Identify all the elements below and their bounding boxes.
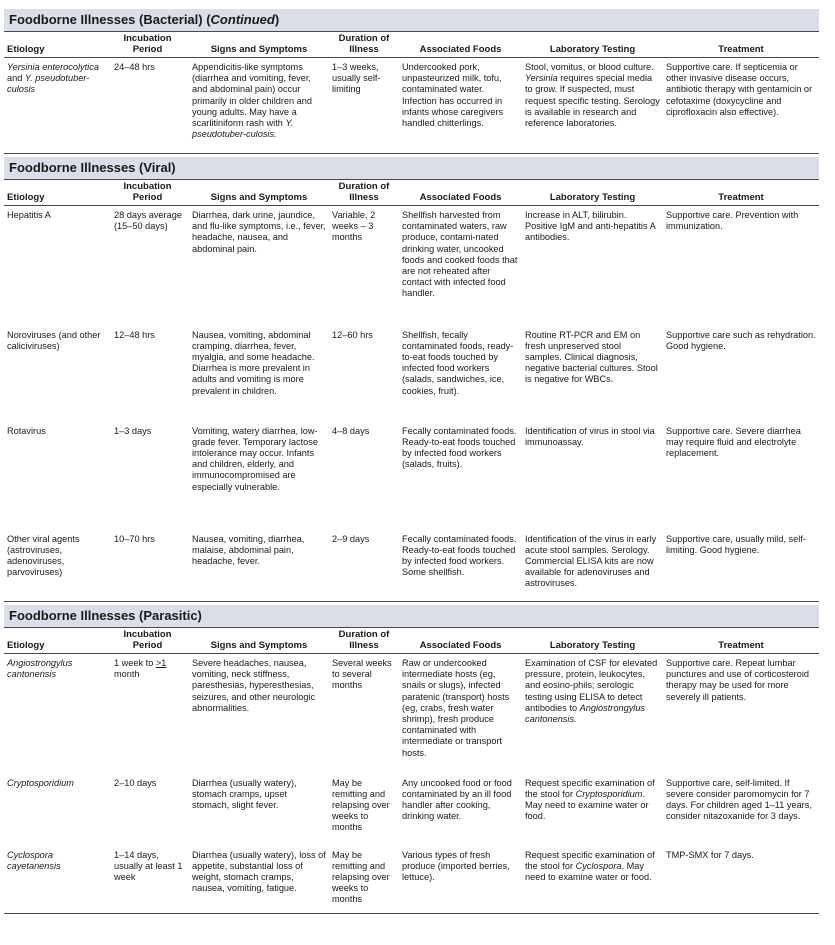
incubation-underlined: >1 [155,658,167,668]
table-row-yersinia [4,58,819,154]
incubation-cell: 2–10 days [114,777,157,788]
duration-cell: 12–60 hrs [332,329,373,340]
etiology-cell: Rotavirus [7,425,46,436]
etiology-and: and [7,73,25,84]
col-foods: Associated Foods [399,32,522,58]
duration-cell: 1–3 weeks, usually self-limiting [329,58,399,154]
foods-cell: Shellfish, fecally contaminated foods, ready-to-eat foods touched by infected food workers (salads, sandwiches, ice, cookies, fruit). [402,329,514,396]
incubation-cell [106,654,189,774]
lab-cell: Routine RT-PCR and EM on fresh unpreserved stool samples. Clinical diagnosis, negative bacterial cultures. Stool is negative for WBCs. [525,329,658,385]
col-treatment: Treatment [663,180,819,206]
duration-cell: 4–8 days [332,425,370,436]
col-signs: Signs and Symptoms [189,180,329,206]
col-signs: Signs and Symptoms [189,32,329,58]
foods-cell: Various types of fresh produce (imported berries, lettuce). [399,846,522,914]
lab-cell [522,58,663,154]
lab-cell: Increase in ALT, bilirubin. Positive IgM and anti-hepatitis A antibodies. [525,210,656,243]
etiology-cell: Cyclospora cayetanensis [4,846,106,914]
duration-cell: May be remitting and relapsing over weeks to months [329,846,399,914]
col-incubation: Incubation Period [106,180,189,206]
viral-header-row [4,180,819,206]
col-incubation: Incubation Period [106,628,189,654]
treatment-cell: TMP-SMX for 7 days. [663,846,819,914]
etiology-cell: Other viral agents (astroviruses, adenoviruses, parvoviruses) [4,530,106,602]
bacterial-title-continued: Continued [210,12,275,27]
bacterial-title: Foodborne Illnesses (Bacterial) ( [9,12,211,27]
lab-text-c: requires special media to grow. If suspected, must request specific testing. Serology is available in research and reference laboratories. [525,73,660,129]
etiology-cell: Angiostrongylus cantonensis [7,658,73,680]
table-row-other-viral [4,530,819,602]
incubation-text-c: month [114,669,140,680]
col-foods: Associated Foods [399,180,522,206]
table-row-cyclospora [4,846,819,914]
treatment-cell: Supportive care. If septicemia or other invasive disease occurs, antibiotic therapy with gentamicin or cefotaxime (doxycycline and ciprofloxacin also effective). [663,58,819,154]
lab-cell [522,774,663,846]
section-header-viral: Foodborne Illnesses (Viral) [4,157,819,180]
etiology-cell [4,58,106,154]
etiology-italic-b: Y. pseudotuber-culosis [7,73,90,95]
signs-cell: Vomiting, watery diarrhea, low-grade fever. Temporary lactose intolerance may occur. Infants and children, elderly, and immunocompromised are especially vulnerable. [192,425,318,492]
incubation-cell: 28 days average (15–50 days) [114,210,182,232]
col-treatment: Treatment [663,32,819,58]
table-row-rotavirus [4,422,819,530]
signs-cell: Severe headaches, nausea, vomiting, neck stiffness, paresthesias, hyperesthesias, seizures, and other neurologic abnormalities. [192,658,316,713]
lab-text-a: Examination of CSF for elevated pressure, protein, leukocytes, and eosino-phils; serologic testing using ELISA to detect antibodies to [525,658,658,713]
duration-cell: May be remitting and relapsing over weeks to months [332,777,390,833]
col-incubation: Incubation Period [106,32,189,58]
incubation-cell: 12–48 hrs [114,329,155,340]
etiology-italic-a: Yersinia enterocolytica [7,62,99,72]
duration-cell: 2–9 days [329,530,399,602]
treatment-cell: Supportive care. Repeat lumbar punctures and use of corticosteroid therapy may be used for more severely ill patients. [666,658,809,702]
col-duration: Duration of Illness [329,32,399,58]
col-lab: Laboratory Testing [522,628,663,654]
lab-cell [522,654,663,774]
col-etiology: Etiology [4,180,106,206]
col-treatment: Treatment [663,628,819,654]
treatment-cell: Supportive care. Severe diarrhea may require fluid and electrolyte replacement. [666,425,801,458]
signs-cell: Diarrhea (usually watery), stomach cramps, upset stomach, slight fever. [192,777,297,810]
treatment-cell: Supportive care such as rehydration. Good hygiene. [666,329,816,351]
lab-text-a: Request specific examination of the stool for [525,777,655,799]
lab-text-a: Stool, vomitus, or blood culture. [525,62,654,72]
signs-cell: Diarrhea (usually watery), loss of appetite, substantial loss of weight, stomach cramps, nausea, vomiting, fatigue. [189,846,329,914]
table-row-angiostrongylus [4,654,819,774]
parasitic-header-row [4,628,819,654]
lab-cell [522,846,663,914]
treatment-cell: Supportive care, self-limited. If severe consider paromomycin for 7 days. For children aged 1–11 years, consider nitazoxanide for 3 days. [666,777,812,822]
col-etiology: Etiology [4,32,106,58]
signs-cell: Diarrhea, dark urine, jaundice, and flu-like symptoms, i.e., fever, headache, nausea, and abdominal pain. [192,210,326,254]
etiology-cell: Noroviruses (and other caliciviruses) [7,329,101,351]
signs-cell: Nausea, vomiting, abdominal cramping, diarrhea, fever, myalgia, and some headache. Diarrhea is more prevalent in adults and vomiting is more prevalent in children. [192,329,315,396]
section-header-parasitic: Foodborne Illnesses (Parasitic) [4,605,819,628]
duration-cell: Several weeks to several months [332,658,392,691]
lab-italic: Cryptosporidium [575,788,643,799]
signs-cell [189,58,329,154]
table-row-noroviruses [4,326,819,422]
col-duration: Duration of Illness [329,180,399,206]
foods-cell: Shellfish harvested from contaminated waters, raw produce, contami-nated drinking water, uncooked foods and cooked foods that are not reheated after contact with infected food handler. [402,210,518,299]
table-row-hepatitis-a [4,206,819,326]
treatment-cell: Supportive care. Prevention with immunization. [666,210,799,232]
lab-text-c: . May need to examine water or food. [525,860,652,882]
lab-cell: Identification of virus in stool via immunoassay. [525,425,655,447]
parasitic-table [4,628,819,914]
lab-italic: Angiostrongylus cantonensis. [525,702,646,725]
signs-cell: Nausea, vomiting, diarrhea, malaise, abdominal pain, headache, fever. [189,530,329,602]
incubation-cell: 1–3 days [114,425,152,436]
incubation-cell: 1–14 days, usually at least 1 week [106,846,189,914]
lab-text-a: Request specific examination of the stool for [525,849,655,871]
lab-italic: Yersinia [525,73,558,84]
foodborne-illness-document [4,9,819,914]
table-row-cryptosporidium [4,774,819,846]
etiology-cell: Hepatitis A [7,210,51,220]
lab-italic: Cyclospora [575,860,622,871]
etiology-cell: Cryptosporidium [7,777,74,788]
col-foods: Associated Foods [399,628,522,654]
incubation-cell: 24–48 hrs [106,58,189,154]
bacterial-title-close: ) [274,12,280,27]
foods-cell: Fecally contaminated foods. Ready-to-eat foods touched by infected food workers. Some shellfish. [399,530,522,602]
incubation-cell: 10–70 hrs [106,530,189,602]
signs-italic: Y. pseudotuber-culosis. [192,118,294,140]
foods-cell: Undercooked pork, unpasteurized milk, tofu, contaminated water. Infection has occurred in infants whose caregivers handled chitterlings. [399,58,522,154]
col-etiology: Etiology [4,628,106,654]
bacterial-table [4,32,819,154]
viral-table [4,180,819,602]
foods-cell: Raw or undercooked intermediate hosts (eg, snails or slugs), infected paratenic (transport) hosts (eg, crabs, fresh water shrimp), fresh produce contaminated with intermediate or transport hosts. [402,658,510,758]
incubation-text-a: 1 week to [114,658,156,668]
col-duration: Duration of Illness [329,628,399,654]
col-signs: Signs and Symptoms [189,628,329,654]
duration-cell: Variable, 2 weeks – 3 months [332,210,376,243]
section-header-bacterial [4,9,819,32]
col-lab: Laboratory Testing [522,180,663,206]
foods-cell: Any uncooked food or food contaminated by an ill food handler after cooking, drinking water. [402,777,512,822]
col-lab: Laboratory Testing [522,32,663,58]
bacterial-header-row [4,32,819,58]
treatment-cell: Supportive care, usually mild, self-limiting. Good hygiene. [663,530,819,602]
foods-cell: Fecally contaminated foods. Ready-to-eat foods touched by infected food workers (salads, fruits). [402,425,517,470]
lab-cell: Identification of the virus in early acute stool samples. Serology. Commercial ELISA kits are now available for adenoviruses and astroviruses. [522,530,663,602]
signs-text: Appendicitis-like symptoms (diarrhea and vomiting, fever, and abdominal pain) occur primarily in older children and young adults. May have a scarlitiniform rash with [192,62,313,129]
lab-text-c: . May need to examine water or food. [525,788,649,822]
